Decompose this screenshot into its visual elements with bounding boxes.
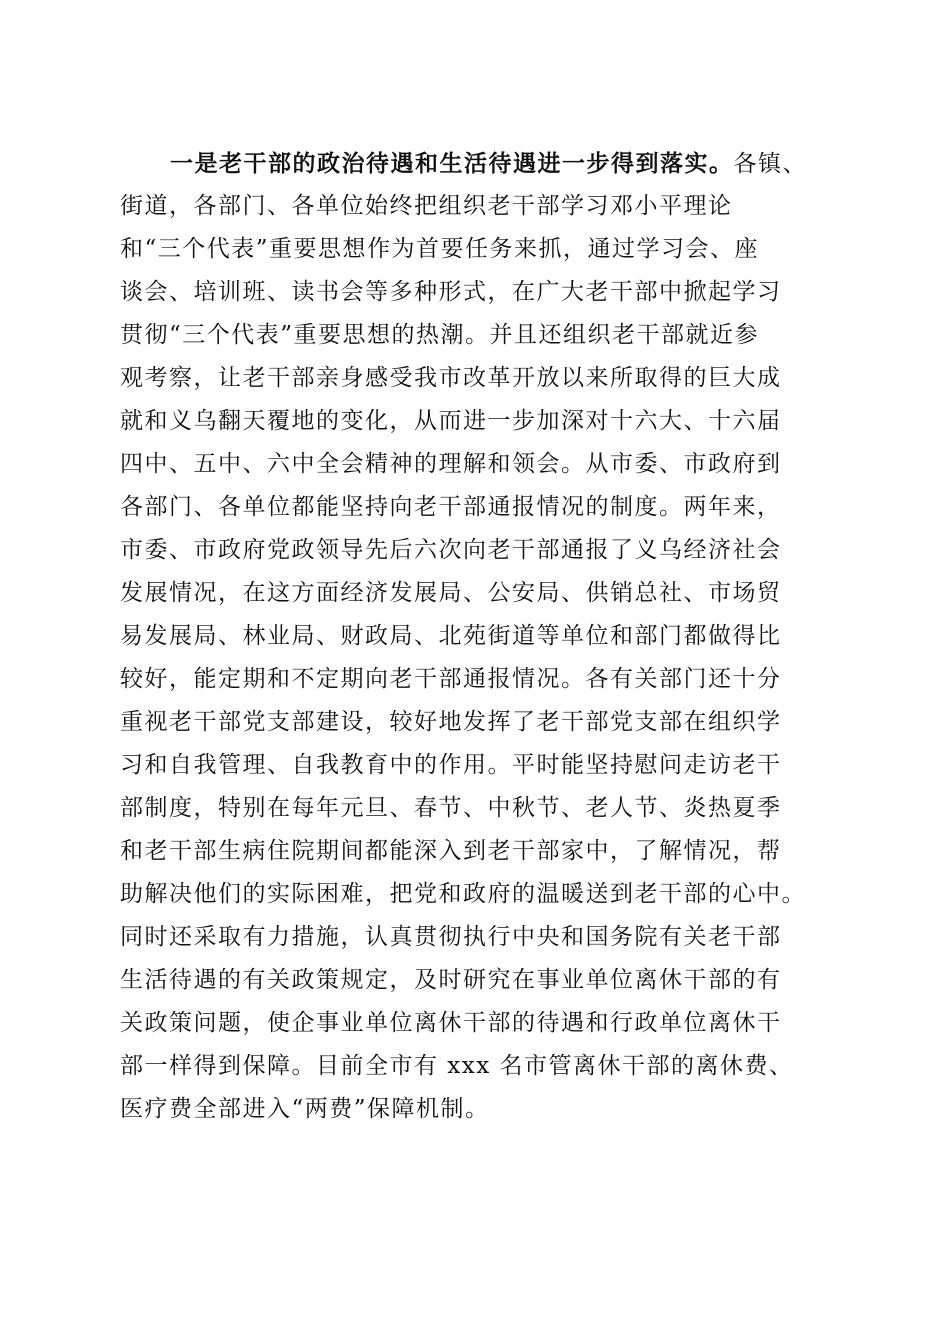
paragraph-line: 和老干部生病住院期间都能深入到老干部家中，了解情况，帮 bbox=[120, 838, 782, 864]
paragraph-line: 部一样得到保障。目前全市有 xxx 名市管离休干部的离休费、 bbox=[120, 1053, 794, 1079]
paragraph-line: 各部门、各单位都能坚持向老干部通报情况的制度。两年来， bbox=[120, 494, 782, 520]
paragraph-line: 关政策问题，使企事业单位离休干部的待遇和行政单位离休干 bbox=[120, 1010, 782, 1036]
paragraph-line bbox=[120, 142, 832, 185]
paragraph-line: 医疗费全部进入“两费”保障机制。 bbox=[120, 1096, 490, 1122]
paragraph-line: 助解决他们的实际困难，把党和政府的温暖送到老干部的心中。 bbox=[120, 881, 806, 907]
paragraph-lead-rest: 各镇、 bbox=[733, 151, 807, 177]
paragraph-lead: 一是老干部的政治待遇和生活待遇进一步得到落实。 bbox=[170, 150, 734, 177]
paragraph-line: 较好，能定期和不定期向老干部通报情况。各有关部门还十分 bbox=[120, 666, 782, 692]
paragraph-line: 街道，各部门、各单位始终把组织老干部学习邓小平理论 bbox=[120, 193, 733, 219]
paragraph-line: 贯彻“三个代表”重要思想的热潮。并且还组织老干部就近参 bbox=[120, 322, 760, 348]
paragraph-line: 生活待遇的有关政策规定，及时研究在事业单位离休干部的有 bbox=[120, 967, 782, 993]
body-paragraph bbox=[120, 142, 832, 1131]
paragraph-line: 重视老干部党支部建设，较好地发挥了老干部党支部在组织学 bbox=[120, 709, 782, 735]
paragraph-line: 观考察，让老干部亲身感受我市改革开放以来所取得的巨大成 bbox=[120, 365, 782, 391]
paragraph-line: 同时还采取有力措施，认真贯彻执行中央和国务院有关老干部 bbox=[120, 924, 782, 950]
paragraph-line: 四中、五中、六中全会精神的理解和领会。从市委、市政府到 bbox=[120, 451, 782, 477]
paragraph-line: 发展情况，在这方面经济发展局、公安局、供销总社、市场贸 bbox=[120, 580, 782, 606]
paragraph-line: 和“三个代表”重要思想作为首要任务来抓，通过学习会、座 bbox=[120, 236, 760, 262]
paragraph-line: 习和自我管理、自我教育中的作用。平时能坚持慰问走访老干 bbox=[120, 752, 782, 778]
paragraph-line: 就和义乌翻天覆地的变化，从而进一步加深对十六大、十六届 bbox=[120, 408, 782, 434]
paragraph-line: 谈会、培训班、读书会等多种形式，在广大老干部中掀起学习 bbox=[120, 279, 782, 305]
paragraph-line: 市委、市政府党政领导先后六次向老干部通报了义乌经济社会 bbox=[120, 537, 782, 563]
paragraph-line: 易发展局、林业局、财政局、北苑街道等单位和部门都做得比 bbox=[120, 623, 782, 649]
paragraph-line: 部制度，特别在每年元旦、春节、中秋节、老人节、炎热夏季 bbox=[120, 795, 782, 821]
